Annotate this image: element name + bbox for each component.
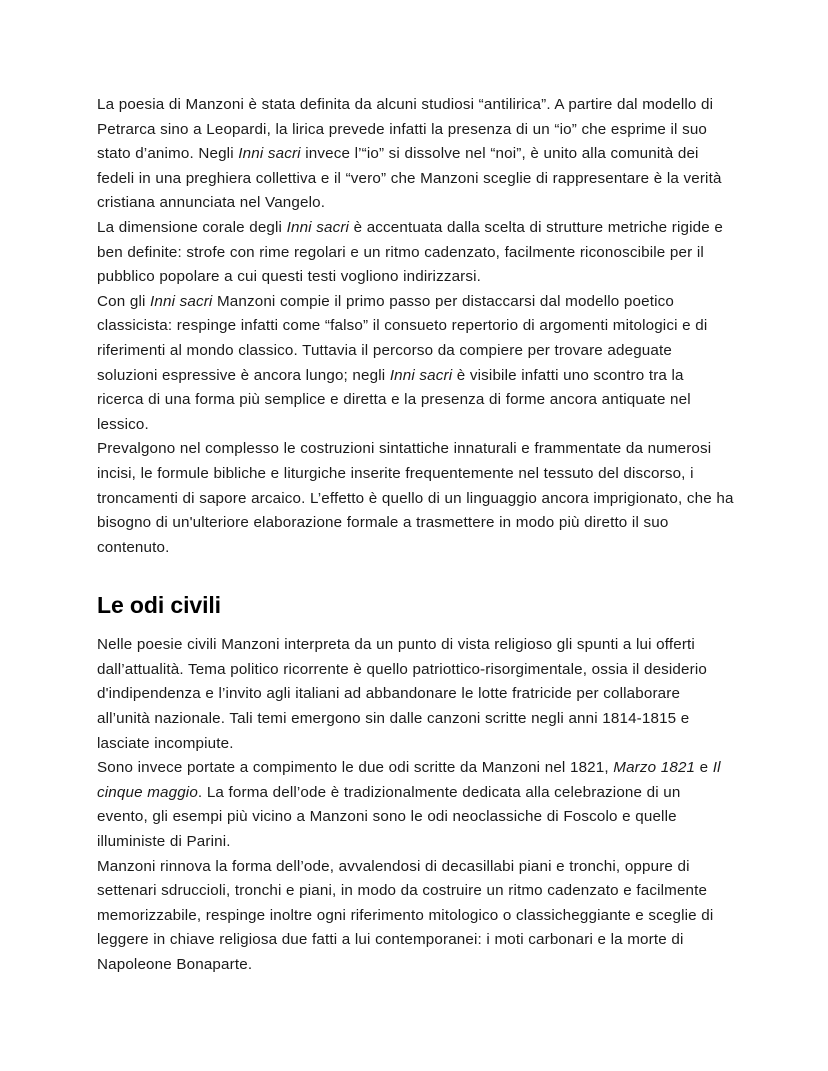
text-run: Prevalgono nel complesso le costruzioni sintattiche innaturali e frammentate da numerosi incisi, le formule bibliche e liturgiche inserite frequentemente nel tessuto del discorso, i troncamenti di sapore arcaico. L’effetto è quello di un linguaggio ancora imprigionato, che ha bisogno di un'ulteriore elaborazione formale a trasmettere in modo più diretto il suo contenuto.: [97, 440, 734, 556]
italic-title-run: Marzo 1821: [613, 759, 696, 777]
text-run: . La forma dell’ode è tradizionalmente dedicata alla celebrazione di un evento, gli esempi più vicino a Manzoni sono le odi neoclassiche di Foscolo e quelle illuministe di Parini.: [97, 783, 681, 851]
text-run: Nelle poesie civili Manzoni interpreta da un punto di vista religioso gli spunti a lui offerti dall’attualità. Tema politico ricorrente è quello patriottico-risorgimentale, ossia il desiderio d'indipendenza e l’invito agli italiani ad abbandonare le lotte fratricide per collaborare all’unità nazionale. Tali temi emergono sin dalle canzoni scritte negli anni 1814-1815 e lasciate incompiute.: [97, 636, 707, 752]
text-run: è visibile infatti uno scontro tra la ricerca di una forma più semplice e diretta e la presenza di forme ancora antiquate nel lessico.: [97, 366, 691, 433]
italic-title-run: Il cinque maggio: [97, 759, 721, 801]
text-run: invece l’“io” si dissolve nel “noi”, è unito alla comunità dei fedeli in una preghiera collettiva e il “vero” che Manzoni sceglie di rappresentare è la verità cristiana annunciata nel Vangelo.: [97, 145, 722, 212]
document-body: [97, 93, 734, 978]
text-run: Manzoni compie il primo passo per distaccarsi dal modello poetico classicista: respinge infatti come “falso” il consueto repertorio di argomenti mitologici e di riferimenti al mondo classico. Tuttavia il percorso da compiere per trovare adeguate soluzioni espressive è ancora lungo; negli: [97, 292, 708, 384]
italic-title-run: Inni sacri: [286, 218, 350, 236]
section-heading-wrapper: [97, 560, 734, 633]
paragraph-costruzioni-sintattiche: [97, 437, 734, 560]
text-run: Manzoni rinnova la forma dell’ode, avvalendosi di decasillabi piani e tronchi, oppure di settenari sdruccioli, tronchi e piani, in modo da costruire un ritmo cadenzato e facilmente memorizzabile, respinge inoltre ogni riferimento mitologico o classicheggiante e sceglie di leggere in chiave religiosa due fatti a lui contemporanei: i moti carbonari e la morte di Napoleone Bonaparte.: [97, 857, 714, 973]
italic-title-run: Inni sacri: [238, 145, 301, 163]
heading-le-odi-civili: Le odi civili: [97, 592, 221, 619]
text-run: La dimensione corale degli: [97, 218, 287, 236]
paragraph-dimensione-corale: [97, 216, 734, 290]
italic-title-run: Inni sacri: [389, 366, 453, 384]
text-run: Con gli: [97, 292, 151, 310]
text-run: è accentuata dalla scelta di strutture metriche rigide e ben definite: strofe con rime regolari e un ritmo cadenzato, facilmente riconoscibile per il pubblico popolare a cui questi testi vogliono indirizzarsi.: [97, 218, 723, 286]
text-run: La poesia di Manzoni è stata definita da alcuni studiosi “antilirica”. A partire dal modello di Petrarca sino a Leopardi, la lirica prevede infatti la presenza di un “io” che esprime il suo stato d’animo. Negli: [97, 96, 714, 163]
paragraph-antilirica: [97, 93, 734, 216]
paragraph-modello-classicista: [97, 290, 734, 438]
paragraph-due-odi: [97, 756, 734, 854]
paragraph-poesie-civili: [97, 633, 734, 756]
paragraph-rinnova-ode: [97, 855, 734, 978]
text-run: Sono invece portate a compimento le due odi scritte da Manzoni nel 1821,: [97, 759, 614, 777]
text-run: e: [695, 759, 713, 777]
italic-title-run: Inni sacri: [150, 292, 213, 310]
